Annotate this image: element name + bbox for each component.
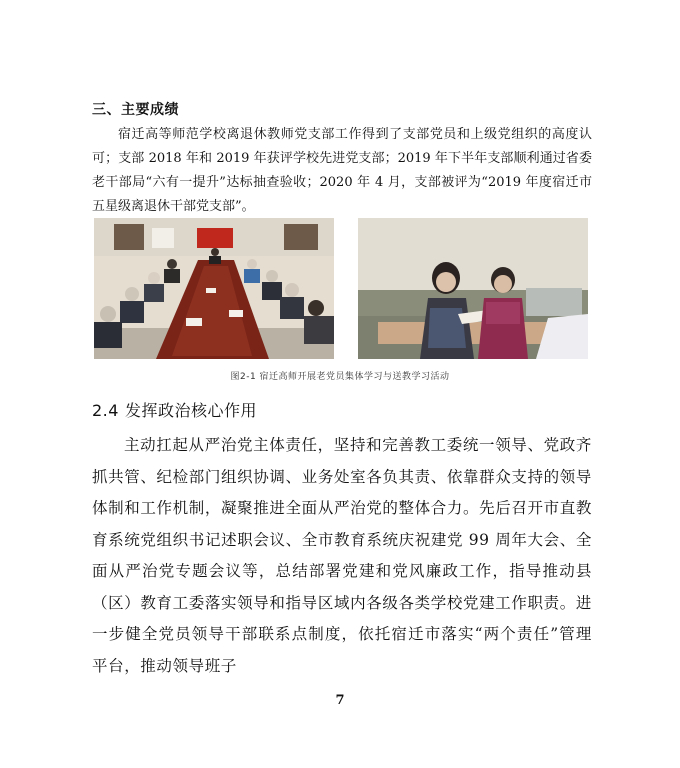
subsection-heading — [92, 398, 257, 421]
political-core-paragraph: 主动扛起从严治党主体责任，坚持和完善教工委统一领导、党政齐抓共管、纪检部门组织协调、业务处室各负其责、依靠群众支持的领导体制和工作机制，凝聚推进全面从严治党的整体合力。先后召开市直教育系统党组织书记述职会议、全市教育系统庆祝建党 99 周年大会、全面从严治党专题会议等，总结部署党建和党风廉政工作，指导推动县（区）教育工委落实领导和指导区域内各级各类学校党建工作职责。进一步健全党员领导干部联系点制度，依托宿迁市落实“两个责任”管理平台，推动领导班子 — [92, 436, 592, 675]
home-study-photo — [358, 218, 588, 359]
meeting-room-image — [94, 218, 334, 359]
achievements-paragraph: 宿迁高等师范学校离退休教师党支部工作得到了支部党员和上级党组织的高度认可；支部 2018 年和 2019 年获评学校先进党支部；2019 年下半年支部顺利通过省委老干部局“六有一提升”达标抽查验收；2020 年 4 月，支部被评为“2019 年度宿迁市五星级离退休干部党支部”。 — [92, 127, 592, 214]
figure-caption: 图2-1 宿迁高师开展老党员集体学习与送教学习活动 — [230, 372, 450, 382]
subsection-number: 2.4 — [92, 401, 119, 420]
group-study-photo — [94, 218, 334, 359]
section-heading: 三、主要成绩 — [92, 102, 179, 118]
page-number: 7 — [335, 693, 345, 708]
subsection-title: 发挥政治核心作用 — [124, 401, 257, 420]
living-room-image — [358, 218, 588, 359]
